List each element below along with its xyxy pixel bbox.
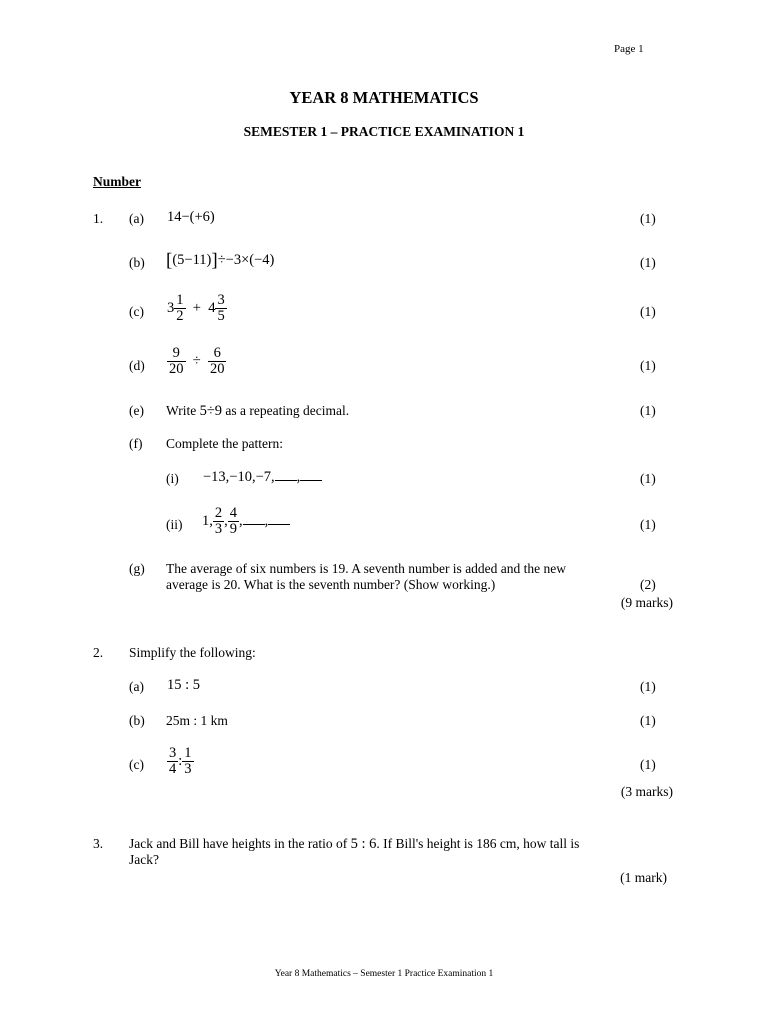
marks: (1): [640, 757, 656, 772]
part-label: (g): [129, 561, 145, 576]
question-text: Simplify the following:: [129, 645, 256, 660]
whole-number: 3: [167, 300, 175, 317]
fraction-division: [167, 346, 226, 377]
marks: (1): [640, 403, 656, 418]
expression: 14−(+6): [167, 209, 215, 225]
fraction: $\frac{9}{20}$: [169, 345, 184, 378]
page-subtitle: SEMESTER 1 – PRACTICE EXAMINATION 1: [243, 124, 525, 139]
answer-blank: [275, 469, 297, 481]
bracket-close: ]: [211, 250, 218, 271]
total-marks: (9 marks): [620, 595, 673, 610]
operator: ÷: [192, 353, 201, 370]
answer-blank: [243, 513, 265, 525]
page-title: YEAR 8 MATHEMATICS: [289, 88, 479, 107]
marks: (1): [640, 211, 656, 226]
part-label: (a): [129, 679, 144, 694]
part-label: (c): [129, 304, 144, 319]
page-number: Page 1: [614, 43, 644, 55]
expression: 25m : 1 km: [166, 713, 228, 728]
question-text: The average of six numbers is 19. A seventh number is added and the new: [166, 561, 567, 576]
question-text: Write 5÷9 as a repeating decimal.: [166, 403, 350, 419]
pattern: 1, $\frac{2}{3}$ , $\frac{4}{9}$ , ,: [202, 506, 290, 537]
question-text: Jack and Bill have heights in the ratio of 5 : 6. If Bill's height is 186 cm, how tall is: [129, 836, 580, 852]
ratio-separator: :: [178, 753, 183, 770]
part-label: (c): [129, 757, 144, 772]
total-marks: (3 marks): [620, 784, 673, 799]
page-footer: Year 8 Mathematics – Semester 1 Practice Examination 1: [274, 969, 494, 979]
sub-part-label: (ii): [166, 517, 183, 532]
part-label: (d): [129, 358, 145, 373]
question-text: Complete the pattern:: [166, 436, 283, 451]
fraction: $\frac{1}{2}$: [176, 292, 184, 325]
question-text: Jack?: [129, 852, 159, 867]
whole-number: 4: [208, 300, 216, 317]
marks: (1): [640, 713, 656, 728]
question-text: average is 20. What is the seventh number? (Show working.): [166, 577, 496, 592]
fraction: $\frac{3}{5}$: [217, 292, 225, 325]
expression: 5÷9: [199, 403, 223, 419]
expression: [166, 250, 274, 272]
expression: 15 : 5: [167, 677, 201, 693]
operator: +: [192, 300, 201, 317]
part-label: (e): [129, 403, 144, 418]
expression-inner: (5−11): [172, 252, 212, 268]
fraction: $\frac{3}{4}$: [169, 745, 177, 778]
part-label: (a): [129, 211, 144, 226]
fraction: $\frac{6}{20}$: [209, 345, 225, 378]
answer-blank: [300, 469, 322, 481]
part-label: (b): [129, 713, 145, 728]
part-label: (f): [129, 436, 143, 451]
sub-part-label: (i): [166, 471, 179, 486]
marks: (1): [640, 679, 656, 694]
marks: (1): [640, 471, 656, 486]
bracket-open: [: [166, 250, 173, 271]
fraction: $\frac{2}{3}$: [214, 505, 223, 538]
fraction-ratio: [167, 746, 194, 777]
section-heading: Number: [93, 174, 141, 189]
question-number: 2.: [93, 645, 104, 660]
marks: (1): [640, 517, 656, 532]
marks: (1): [640, 304, 656, 319]
fraction: $\frac{1}{3}$: [184, 745, 192, 778]
marks: (1): [640, 358, 656, 373]
pattern: −13,−10,−7, ,: [203, 469, 322, 486]
mixed-number-sum: [167, 293, 227, 324]
part-label: (b): [129, 255, 145, 270]
marks: (1): [640, 255, 656, 270]
question-number: 1.: [93, 211, 104, 226]
ratio: 5 : 6: [350, 836, 377, 852]
total-marks: (1 mark): [620, 870, 667, 885]
marks: (2): [640, 577, 656, 592]
answer-blank: [268, 513, 290, 525]
question-number: 3.: [93, 836, 104, 851]
expression-rest: ÷−3×(−4): [217, 252, 275, 268]
fraction: $\frac{4}{9}$: [229, 505, 237, 538]
